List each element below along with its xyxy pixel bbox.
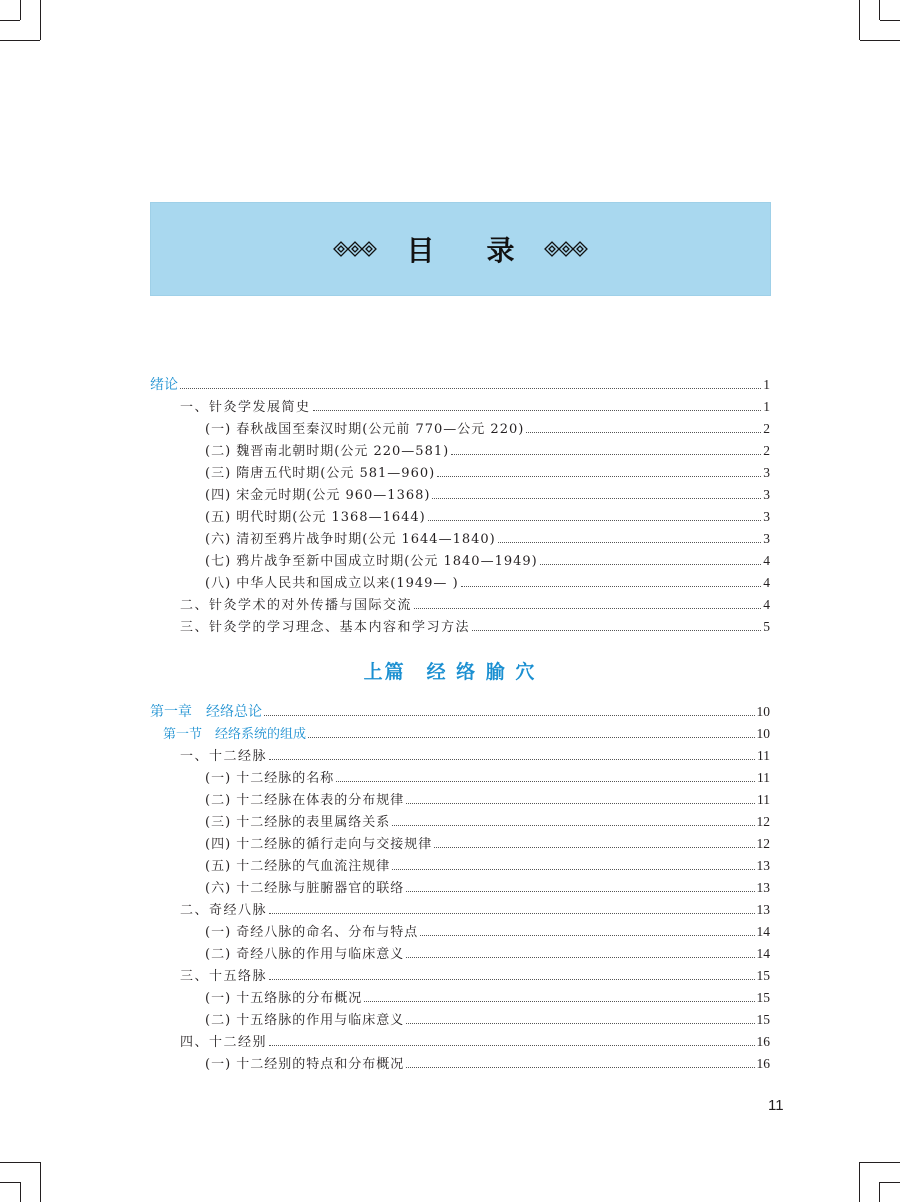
toc-entry-label: (三) 十二经脉的表里属络关系 (205, 815, 391, 830)
toc-entry-page: 16 (756, 1034, 770, 1049)
leader-dots (264, 714, 755, 716)
toc-entry-page: 14 (756, 924, 770, 939)
toc-entry[interactable] (205, 921, 770, 943)
toc-entry[interactable] (180, 899, 770, 921)
toc-entry-page: 3 (763, 465, 770, 480)
toc-entry[interactable] (205, 528, 770, 550)
toc-entry-label: 第一节 经络系统的组成 (163, 727, 307, 742)
leader-dots (406, 956, 754, 958)
toc-entry-page: 10 (756, 726, 770, 741)
leader-dots (336, 780, 755, 782)
leader-dots (540, 563, 762, 565)
toc-entry-page: 5 (763, 619, 770, 634)
toc-entry-label: (八) 中华人民共和国成立以来(1949— ) (205, 576, 459, 591)
toc-entry[interactable] (205, 550, 770, 572)
toc-entry-page: 15 (756, 968, 770, 983)
leader-dots (406, 890, 754, 892)
toc-entry[interactable] (180, 594, 770, 616)
leader-dots (392, 868, 754, 870)
toc-entry-label: (二) 魏晋南北朝时期(公元 220—581) (205, 444, 450, 459)
leader-dots (414, 607, 761, 609)
page-number: 11 (768, 1097, 784, 1114)
toc-entry-page: 12 (756, 836, 770, 851)
toc-entry-label: (六) 十二经脉与脏腑器官的联络 (205, 881, 405, 896)
leader-dots (498, 541, 762, 543)
toc-entry-label: 四、十二经别 (180, 1035, 268, 1050)
toc-entry-page: 3 (763, 531, 770, 546)
toc-entry-label: 第一章 经络总论 (150, 704, 262, 720)
diamond-ornament-icon (330, 238, 384, 260)
leader-dots (451, 453, 761, 455)
crop-mark (860, 1162, 900, 1163)
toc-entry-page: 4 (763, 553, 770, 568)
leader-dots (406, 1022, 754, 1024)
leader-dots (428, 519, 762, 521)
toc-entry-page: 1 (763, 399, 770, 414)
toc-entry-page: 2 (763, 443, 770, 458)
toc-entry-label: (一) 十二经别的特点和分布概况 (205, 1057, 405, 1072)
title-right: 录 (486, 234, 515, 267)
toc-entry[interactable] (163, 723, 770, 745)
toc-entry-page: 13 (756, 902, 770, 917)
leader-dots (472, 629, 761, 631)
toc-entry[interactable] (150, 701, 770, 723)
toc-entry-label: (四) 宋金元时期(公元 960—1368) (205, 488, 431, 503)
toc-entry[interactable] (205, 572, 770, 594)
leader-dots (392, 824, 754, 826)
crop-mark (859, 1162, 860, 1202)
toc-entry-label: (五) 十二经脉的气血流注规律 (205, 859, 391, 874)
toc-entry-label: (五) 明代时期(公元 1368—1644) (205, 510, 426, 525)
toc-entry-label: 一、针灸学发展简史 (180, 400, 311, 415)
toc-entry[interactable] (150, 374, 770, 396)
toc-entry-page: 4 (763, 575, 770, 590)
crop-mark (859, 0, 860, 40)
toc-entry-label: (二) 十五络脉的作用与临床意义 (205, 1013, 405, 1028)
leader-dots (434, 846, 754, 848)
toc-entry-page: 10 (756, 704, 770, 719)
toc-entry-label: 绪论 (150, 377, 178, 393)
toc-entry-page: 11 (757, 770, 770, 785)
toc-entry[interactable] (205, 1009, 770, 1031)
toc-entry[interactable] (205, 789, 770, 811)
crop-mark (40, 1162, 41, 1202)
leader-dots (437, 475, 761, 477)
leader-dots (269, 758, 755, 760)
toc-entry[interactable] (205, 506, 770, 528)
toc-entry-label: 二、奇经八脉 (180, 903, 268, 918)
toc-entry[interactable] (205, 462, 770, 484)
leader-dots (420, 934, 754, 936)
toc-entry-page: 11 (757, 748, 770, 763)
toc-entry-label: (一) 奇经八脉的命名、分布与特点 (205, 925, 419, 940)
part-title: 上篇 经 络 腧 穴 (363, 661, 537, 683)
toc-entry-page: 16 (756, 1056, 770, 1071)
toc-entry-page: 3 (763, 487, 770, 502)
toc-entry[interactable] (180, 396, 770, 418)
toc-entry[interactable] (205, 811, 770, 833)
toc-entry-label: 三、针灸学的学习理念、基本内容和学习方法 (180, 620, 471, 635)
diamond-ornament-icon (537, 238, 591, 260)
leader-dots (269, 978, 754, 980)
toc-entry[interactable] (180, 745, 770, 767)
leader-dots (406, 802, 755, 804)
toc-entry-page: 13 (756, 880, 770, 895)
toc-entry[interactable] (205, 440, 770, 462)
toc-entry-page: 3 (763, 509, 770, 524)
toc-entry[interactable] (205, 943, 770, 965)
toc-entry-label: (一) 春秋战国至秦汉时期(公元前 770—公元 220) (205, 422, 525, 437)
crop-mark (880, 1182, 900, 1183)
leader-dots (364, 1000, 754, 1002)
leader-dots (526, 431, 761, 433)
crop-mark (20, 0, 21, 20)
toc-entry-label: (二) 十二经脉在体表的分布规律 (205, 793, 405, 808)
crop-mark (880, 20, 900, 21)
crop-mark (0, 1162, 40, 1163)
toc-entry-label: (三) 隋唐五代时期(公元 581—960) (205, 466, 436, 481)
crop-mark (879, 0, 880, 20)
crop-mark (879, 1182, 880, 1202)
toc-entry[interactable] (180, 1031, 770, 1053)
title-left: 目 (406, 234, 435, 267)
toc-entry-page: 11 (757, 792, 770, 807)
crop-mark (0, 20, 20, 21)
toc-entry-label: (六) 清初至鸦片战争时期(公元 1644—1840) (205, 532, 496, 547)
crop-mark (0, 1182, 20, 1183)
leader-dots (313, 409, 762, 411)
toc-entry[interactable] (205, 484, 770, 506)
leader-dots (432, 497, 761, 499)
toc-title-banner (150, 202, 771, 296)
toc-entry-label: 二、针灸学术的对外传播与国际交流 (180, 598, 413, 613)
toc-entry[interactable] (205, 877, 770, 899)
crop-mark (0, 40, 40, 41)
toc-entry[interactable] (205, 855, 770, 877)
toc-entry-label: (二) 奇经八脉的作用与临床意义 (205, 947, 405, 962)
crop-mark (40, 0, 41, 40)
toc-entry-page: 1 (763, 377, 770, 392)
toc-entry-page: 13 (756, 858, 770, 873)
leader-dots (269, 1044, 754, 1046)
leader-dots (269, 912, 754, 914)
toc-entry[interactable] (205, 987, 770, 1009)
toc-entry-page: 4 (763, 597, 770, 612)
toc-entry-label: 三、十五络脉 (180, 969, 268, 984)
toc-entry-label: (七) 鸦片战争至新中国成立时期(公元 1840—1949) (205, 554, 538, 569)
toc-entry[interactable] (205, 1053, 770, 1075)
toc-entry[interactable] (205, 767, 770, 789)
toc-entry-page: 14 (756, 946, 770, 961)
toc-entry[interactable] (205, 833, 770, 855)
toc-entry-page: 15 (756, 990, 770, 1005)
toc-entry-page: 15 (756, 1012, 770, 1027)
toc-entry-label: (一) 十五络脉的分布概况 (205, 991, 363, 1006)
toc-entry-page: 12 (756, 814, 770, 829)
toc-entry-page: 2 (763, 421, 770, 436)
leader-dots (308, 736, 754, 738)
toc-entry-label: (一) 十二经脉的名称 (205, 771, 335, 786)
leader-dots (461, 585, 762, 587)
toc-entry-label: 一、十二经脉 (180, 749, 268, 764)
crop-mark (20, 1182, 21, 1202)
toc-entry[interactable] (180, 965, 770, 987)
leader-dots (180, 387, 761, 389)
page-title (406, 229, 514, 269)
crop-mark (860, 40, 900, 41)
toc-entry-label: (四) 十二经脉的循行走向与交接规律 (205, 837, 433, 852)
leader-dots (406, 1066, 754, 1068)
toc-entry[interactable] (205, 418, 770, 440)
toc-entry[interactable] (180, 616, 770, 638)
